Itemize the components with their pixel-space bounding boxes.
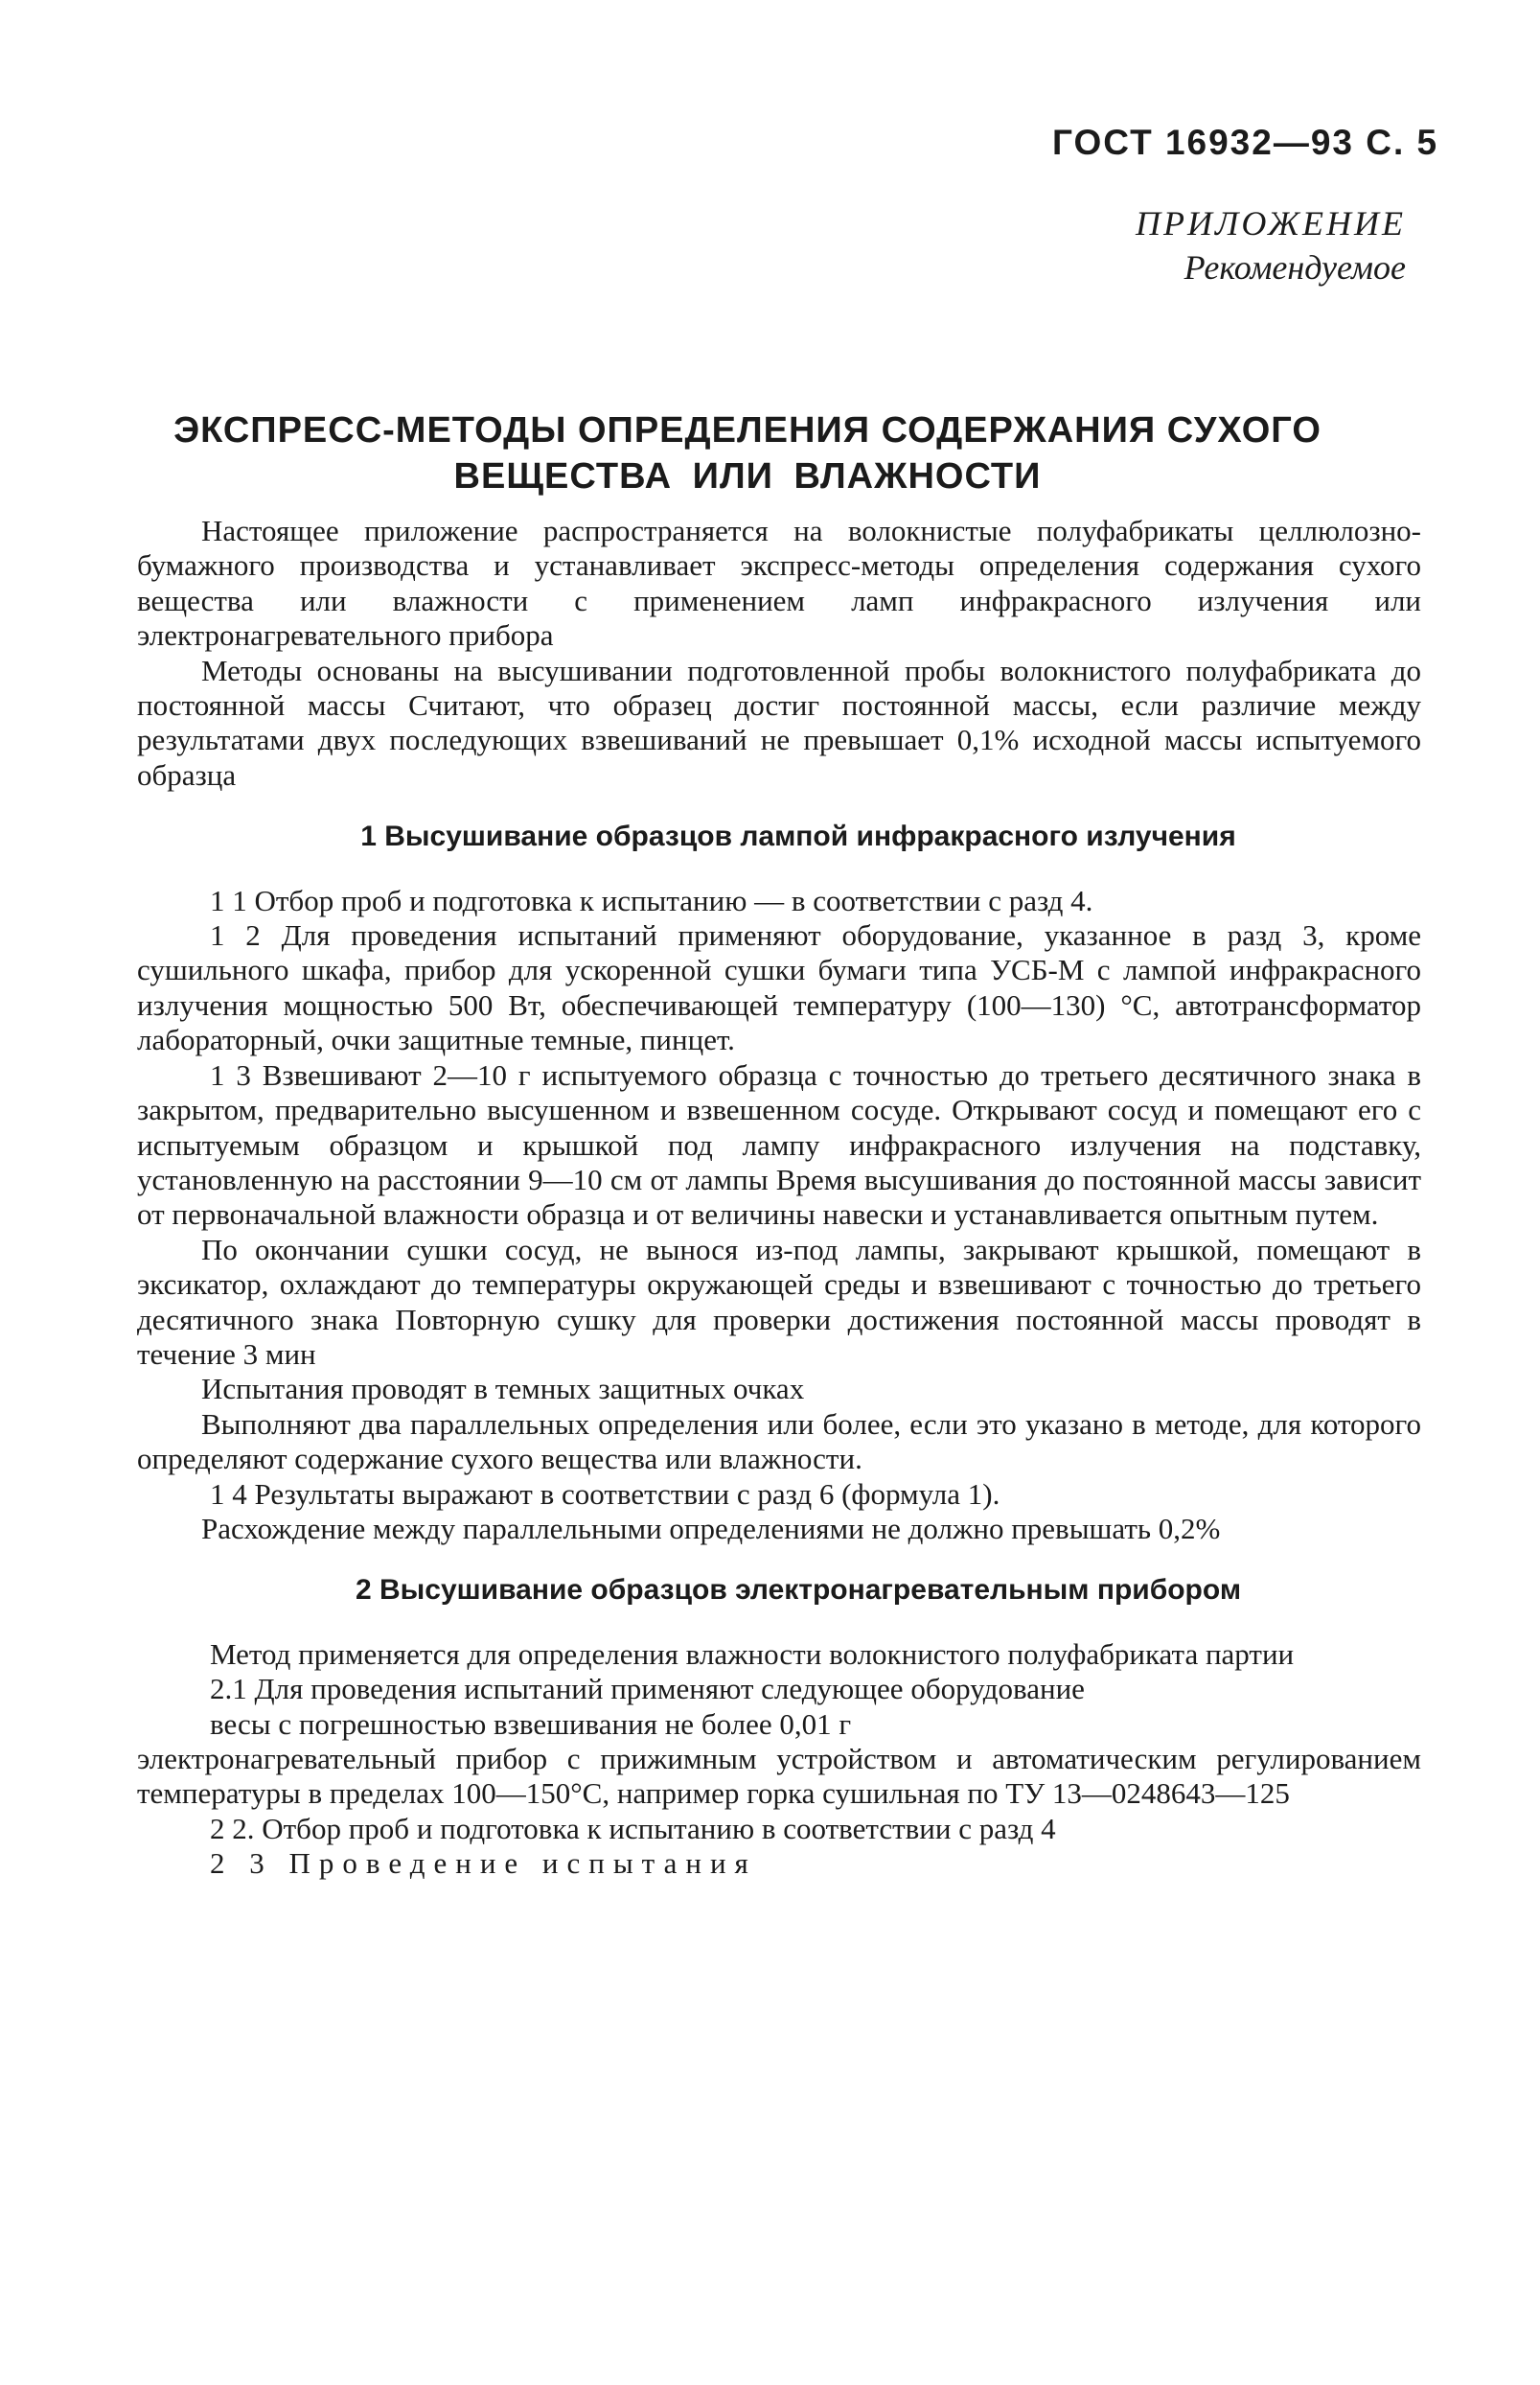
clause-1-4-discrepancy: Расхождение между параллельными определениями не должно превышать 0,2% bbox=[201, 1511, 1221, 1545]
equipment-heater: электронагревательный прибор с прижимным устройством и автоматическим регулированием температуры в пределах 100—150°С, например горка сушильная по ТУ 13—0248643—125 bbox=[137, 1742, 1421, 1811]
appendix-block bbox=[1136, 201, 1406, 289]
appendix-status: Рекомендуемое bbox=[1184, 248, 1406, 287]
document-body bbox=[137, 514, 1421, 1882]
document-title bbox=[144, 407, 1351, 499]
clause-1-1: 1 1 Отбор проб и подготовка к испытанию — в соответствии с разд 4. bbox=[210, 883, 1093, 917]
clause-1-3: 1 3 Взвешивают 2—10 г испытуемого образца с точностью до третьего десятичного знака в закрытом, предварительно высушенном и взвешенном сосуде. Открывают сосуд и помещают его с испытуемым образцом и крышкой под лампу инфракрасного излучения на подставку, установленную на расстоянии 9—10 см от лампы Время высушивания до постоянной массы зависит от первоначальной влажности образца и от величины навески и устанавливается опытным путем. bbox=[137, 1057, 1421, 1232]
clause-1-3-goggles: Испытания проводят в темных защитных очках bbox=[201, 1372, 805, 1406]
equipment-scales: весы с погрешностью взвешивания не более 0,01 г bbox=[210, 1706, 852, 1741]
title-line-1: ЭКСПРЕСС-МЕТОДЫ ОПРЕДЕЛЕНИЯ СОДЕРЖАНИЯ СУХОГО bbox=[173, 410, 1322, 451]
intro-paragraph-2: Методы основаны на высушивании подготовленной пробы волокнистого полуфабриката до постоянной массы Считают, что образец достиг постоянной массы, если различие между результатами двух последующих взвешиваний не превышает 0,1% исходной массы испытуемого образца bbox=[137, 653, 1421, 792]
clause-2-1: 2.1 Для проведения испытаний применяют следующее оборудование bbox=[210, 1672, 1085, 1706]
page-header: ГОСТ 16932—93 С. 5 bbox=[1052, 123, 1439, 162]
clause-2-2: 2 2. Отбор проб и подготовка к испытанию в соответствии с разд 4 bbox=[210, 1811, 1056, 1845]
clause-2-intro: Метод применяется для определения влажности волокнистого полуфабриката партии bbox=[210, 1636, 1295, 1671]
clause-1-2: 1 2 Для проведения испытаний применяют оборудование, указанное в разд 3, кроме сушильного шкафа, прибор для ускоренной сушки бумаги типа УСБ-М с лампой инфракрасного излучения мощностью 500 Вт, обеспечивающей температуру (100—130) °С, автотрансформатор лабораторный, очки защитные темные, пинцет. bbox=[137, 918, 1421, 1057]
title-line-2: ВЕЩЕСТВА ИЛИ ВЛАЖНОСТИ bbox=[453, 456, 1042, 497]
appendix-label: ПРИЛОЖЕНИЕ bbox=[1136, 204, 1406, 243]
intro-paragraph-1: Настоящее приложение распространяется на волокнистые полуфабрикаты целлюлозно-бумажного производства и устанавливает экспресс-методы определения содержания сухого вещества или влажности с применением ламп инфракрасного излучения или электронагревательного прибора bbox=[137, 514, 1421, 653]
clause-1-3-parallel: Выполняют два параллельных определения или более, если это указано в методе, для которого определяют содержание сухого вещества или влажности. bbox=[137, 1406, 1421, 1476]
clause-1-3-drying: По окончании сушки сосуд, не вынося из-под лампы, закрывают крышкой, помещают в эксикатор, охлаждают до температуры окружающей среды и взвешивают с точностью до третьего десятичного знака Повторную сушку для проверки достижения постоянной массы проводят в течение 3 мин bbox=[137, 1232, 1421, 1371]
section-2-heading: 2 Высушивание образцов электронагревательным прибором bbox=[355, 1574, 1242, 1607]
section-1-heading: 1 Высушивание образцов лампой инфракрасного излучения bbox=[360, 821, 1236, 853]
clause-2-3: 2 3 Проведение испытания bbox=[210, 1846, 757, 1881]
clause-1-4: 1 4 Результаты выражают в соответствии с разд 6 (формула 1). bbox=[210, 1476, 1000, 1511]
